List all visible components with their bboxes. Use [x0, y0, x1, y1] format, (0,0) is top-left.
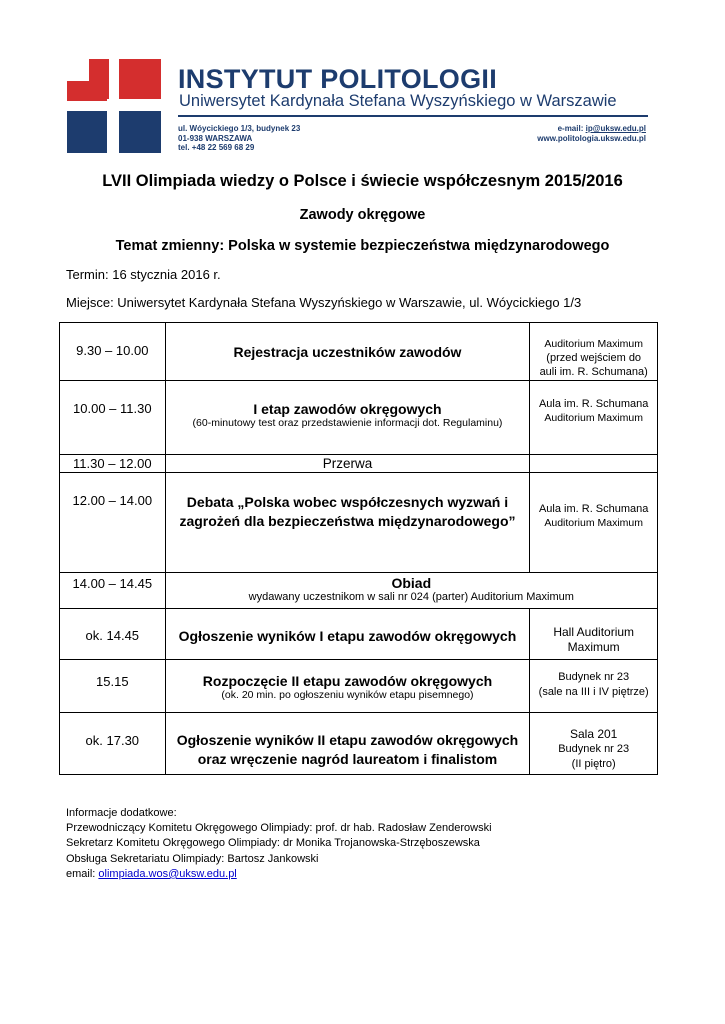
place-line: (sale na III i IV piętrze) — [538, 686, 649, 698]
time-cell: 14.00 – 14.45 — [60, 573, 166, 609]
institute-website-link[interactable]: www.politologia.uksw.edu.pl — [537, 133, 646, 143]
event-cell — [165, 660, 530, 713]
email-label: e-mail: — [557, 124, 586, 133]
place-line: Hall Auditorium — [553, 625, 635, 639]
schedule-table — [59, 322, 658, 775]
place-line: Aula im. R. Schumana — [538, 398, 649, 410]
table-row — [60, 381, 658, 455]
table-row — [60, 573, 658, 609]
institute-address — [178, 124, 300, 153]
place-cell — [530, 323, 658, 381]
event-cell — [165, 609, 530, 660]
olympiad-email-link[interactable]: olimpiada.wos@uksw.edu.pl — [98, 867, 237, 880]
institute-email-link[interactable]: ip@uksw.edu.pl — [585, 124, 646, 133]
phone-number: tel. +48 22 569 68 29 — [178, 143, 255, 152]
event-note: wydawany uczestnikom w sali nr 024 (parter) Auditorium Maximum — [248, 591, 574, 603]
header-divider — [178, 115, 648, 117]
place-cell — [530, 455, 658, 473]
university-name: Uniwersytet Kardynała Stefana Wyszyńskiego w Warszawie — [179, 92, 617, 110]
event-cell — [165, 473, 530, 573]
table-row — [60, 609, 658, 660]
document-title: LVII Olimpiada wiedzy o Polsce i świecie współczesnym 2015/2016 — [102, 172, 623, 190]
footer-email-label: email: — [66, 867, 99, 880]
institute-contact — [506, 124, 646, 143]
institute-name: INSTYTUT POLITOLOGII — [178, 64, 498, 94]
place-line: (przed wejściem do — [546, 352, 642, 364]
event-venue: Miejsce: Uniwersytet Kardynała Stefana Wyszyńskiego w Warszawie, ul. Wóycickiego 1/3 — [66, 295, 582, 310]
place-line: auli im. R. Schumana) — [539, 366, 648, 378]
event-note: (60-minutowy test oraz przedstawienie informacji dot. Regulaminu) — [192, 417, 503, 429]
place-cell — [530, 473, 658, 573]
time-cell: ok. 17.30 — [60, 713, 166, 775]
event-title: Rozpoczęcie II etapu zawodów okręgowych — [202, 673, 493, 689]
time-cell: 11.30 – 12.00 — [60, 455, 166, 473]
table-row — [60, 713, 658, 775]
table-row — [60, 455, 658, 473]
event-cell — [165, 381, 530, 455]
place-line: Maximum — [567, 640, 620, 654]
event-cell — [165, 455, 530, 473]
event-title: Ogłoszenie wyników I etapu zawodów okręgowych — [178, 628, 517, 644]
event-title: I etap zawodów okręgowych — [253, 401, 442, 417]
place-line: Budynek nr 23 — [558, 743, 630, 755]
event-title-line: oraz wręczenie nagród laureatom i finalistom — [197, 751, 498, 767]
event-cell — [165, 573, 657, 609]
time-cell: 10.00 – 11.30 — [60, 381, 166, 455]
time-cell: 9.30 – 10.00 — [60, 323, 166, 381]
place-cell — [530, 660, 658, 713]
committee-secretary: Sekretarz Komitetu Okręgowego Olimpiady: dr Monika Trojanowska-Strzęboszewska — [66, 837, 480, 850]
place-line: Auditorium Maximum — [544, 338, 643, 350]
document-topic: Temat zmienny: Polska w systemie bezpieczeństwa międzynarodowego — [115, 238, 610, 254]
place-cell — [530, 713, 658, 775]
table-row — [60, 660, 658, 713]
address-street: ul. Wóycickiego 1/3, budynek 23 — [178, 124, 301, 133]
table-row — [60, 323, 658, 381]
place-cell — [530, 381, 658, 455]
committee-chair: Przewodniczący Komitetu Okręgowego Olimpiady: prof. dr hab. Radosław Zenderowski — [66, 822, 492, 835]
time-cell: ok. 14.45 — [60, 609, 166, 660]
event-cell — [165, 713, 530, 775]
institute-logo — [67, 59, 161, 153]
place-line: Aula im. R. Schumana — [538, 503, 649, 515]
event-title-line: zagrożeń dla bezpieczeństwa międzynarodowego” — [179, 513, 516, 529]
address-city: 01-938 WARSZAWA — [178, 133, 253, 143]
event-title-line: Ogłoszenie wyników II etapu zawodów okręgowych — [176, 732, 519, 748]
event-cell — [165, 323, 530, 381]
additional-info — [66, 806, 492, 882]
time-cell: 15.15 — [60, 660, 166, 713]
place-line: Auditorium Maximum — [544, 517, 643, 529]
place-line: Budynek nr 23 — [558, 671, 630, 683]
event-note: (ok. 20 min. po ogłoszeniu wyników etapu pisemnego) — [221, 689, 474, 701]
table-row — [60, 473, 658, 573]
event-date: Termin: 16 stycznia 2016 r. — [66, 267, 221, 282]
place-line: Sala 201 — [569, 727, 618, 741]
time-cell: 12.00 – 14.00 — [60, 473, 166, 573]
event-title: Przerwa — [322, 456, 373, 471]
event-title-line: Debata „Polska wobec współczesnych wyzwań i — [186, 494, 509, 510]
document-subtitle: Zawody okręgowe — [299, 207, 426, 223]
place-line: (II piętro) — [571, 758, 616, 770]
secretariat-staff: Obsługa Sekretariatu Olimpiady: Bartosz Jankowski — [66, 852, 319, 865]
place-cell — [530, 609, 658, 660]
event-title: Rejestracja uczestników zawodów — [233, 344, 462, 360]
footer-heading: Informacje dodatkowe: — [66, 807, 177, 819]
event-title: Obiad — [391, 575, 432, 591]
place-line: Auditorium Maximum — [544, 412, 643, 424]
